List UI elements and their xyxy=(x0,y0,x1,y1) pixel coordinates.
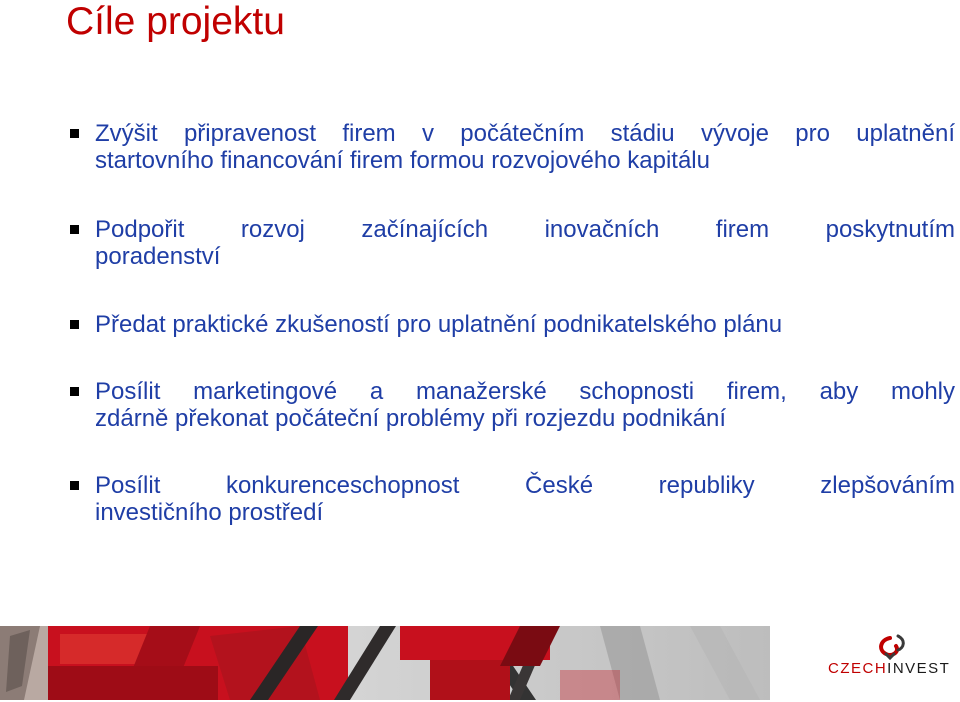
decorative-banner-image xyxy=(0,626,770,700)
logo-text-invest: INVEST xyxy=(887,660,951,677)
logo-text-czech: CZECH xyxy=(828,660,888,677)
bullet-item-2 xyxy=(95,216,955,270)
bullet-marker-icon xyxy=(70,320,79,329)
bullet-marker-icon xyxy=(70,225,79,234)
bullet-item-4 xyxy=(95,378,955,432)
bullet-1-line-1: Zvýšit připravenost firem v počátečním stádiu vývoje pro uplatnění xyxy=(95,120,955,147)
bullet-marker-icon xyxy=(70,481,79,490)
bullet-marker-icon xyxy=(70,129,79,138)
bullet-marker-icon xyxy=(70,387,79,396)
bullet-5-line-1: Posílit konkurenceschopnost České republiky zlepšováním xyxy=(95,472,955,499)
bullet-item-1 xyxy=(95,120,955,174)
bullet-4-line-2: zdárně překonat počáteční problémy při rozjezdu podnikání xyxy=(95,405,727,432)
bullet-item-3 xyxy=(95,311,955,338)
bullet-2-line-2: poradenství xyxy=(95,243,221,270)
bullet-1-line-2: startovního financování firem formou rozvojového kapitálu xyxy=(95,147,710,174)
czechinvest-logo-text xyxy=(828,660,950,677)
bullet-5-line-2: investičního prostředí xyxy=(95,499,324,526)
bullet-2-line-1: Podpořit rozvoj začínajících inovačních firem poskytnutím xyxy=(95,216,955,243)
slide-title: Cíle projektu xyxy=(66,0,285,43)
bullet-4-line-1: Posílit marketingové a manažerské schopnosti firem, aby mohly xyxy=(95,378,955,405)
bullet-3-line-1: Předat praktické zkušeností pro uplatnění podnikatelského plánu xyxy=(95,311,783,338)
bullet-item-5 xyxy=(95,472,955,526)
